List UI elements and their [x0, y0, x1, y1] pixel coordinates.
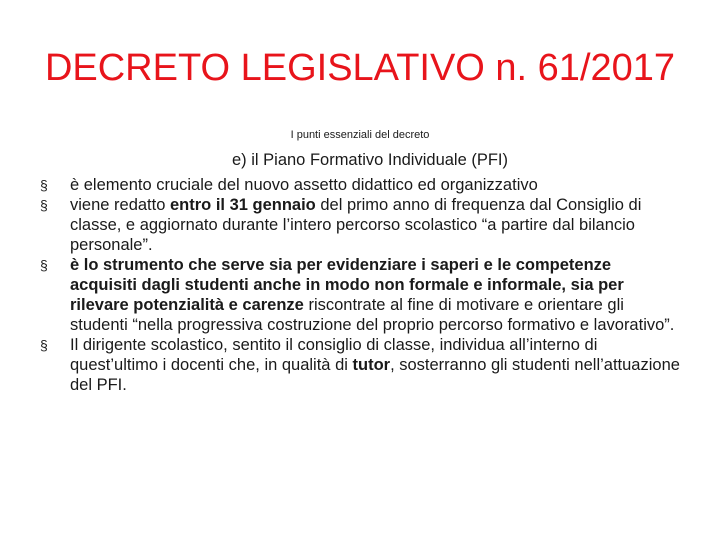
bullet-marker-icon: §: [40, 177, 48, 193]
bullet-marker-icon: §: [40, 197, 48, 213]
bullet-text: [70, 176, 538, 194]
bullet-text: [70, 196, 641, 254]
bullet-item: [40, 175, 680, 195]
bullet-text-bold-segment: tutor: [352, 356, 391, 374]
bullet-item: [40, 195, 680, 255]
bullet-item: [40, 255, 680, 335]
bullet-text-segment: del primo anno di frequenza dal Consiglio di classe, e aggiornato durante l’intero percorso scolastico “a partire dal bilancio personale”.: [70, 196, 642, 254]
bullet-text-bold-segment: è lo strumento che serve sia per evidenziare i saperi e le competenze acquisiti dagli studenti anche in modo non formale e informale, sia per rilevare potenzialità e carenze: [70, 256, 624, 314]
bullet-text: [70, 256, 674, 334]
bullet-list: [40, 175, 680, 395]
slide-subtitle: I punti essenziali del decreto: [290, 129, 430, 141]
bullet-text: [70, 336, 680, 394]
bullet-item: [40, 335, 680, 395]
bullet-text-segment: viene redatto: [70, 196, 170, 214]
section-heading: e) il Piano Formativo Individuale (PFI): [231, 151, 509, 169]
bullet-text-segment: è elemento cruciale del nuovo assetto didattico ed organizzativo: [70, 176, 538, 194]
bullet-text-bold-segment: entro il 31 gennaio: [169, 196, 316, 214]
bullet-text-segment: Il dirigente scolastico, sentito il consiglio di classe, individua all’interno di quest’ultimo i docenti che, in qualità di: [70, 336, 598, 374]
slide-title: DECRETO LEGISLATIVO n. 61/2017: [44, 47, 676, 89]
bullet-marker-icon: §: [40, 337, 48, 353]
bullet-text-segment: , sosterranno gli studenti nell’attuazione del PFI.: [70, 356, 680, 394]
bullet-marker-icon: §: [40, 257, 48, 273]
bullet-text-segment: riscontrate al fine di motivare e orientare gli studenti “nella progressiva costruzione del proprio percorso formativo e lavorativo”.: [70, 296, 675, 334]
